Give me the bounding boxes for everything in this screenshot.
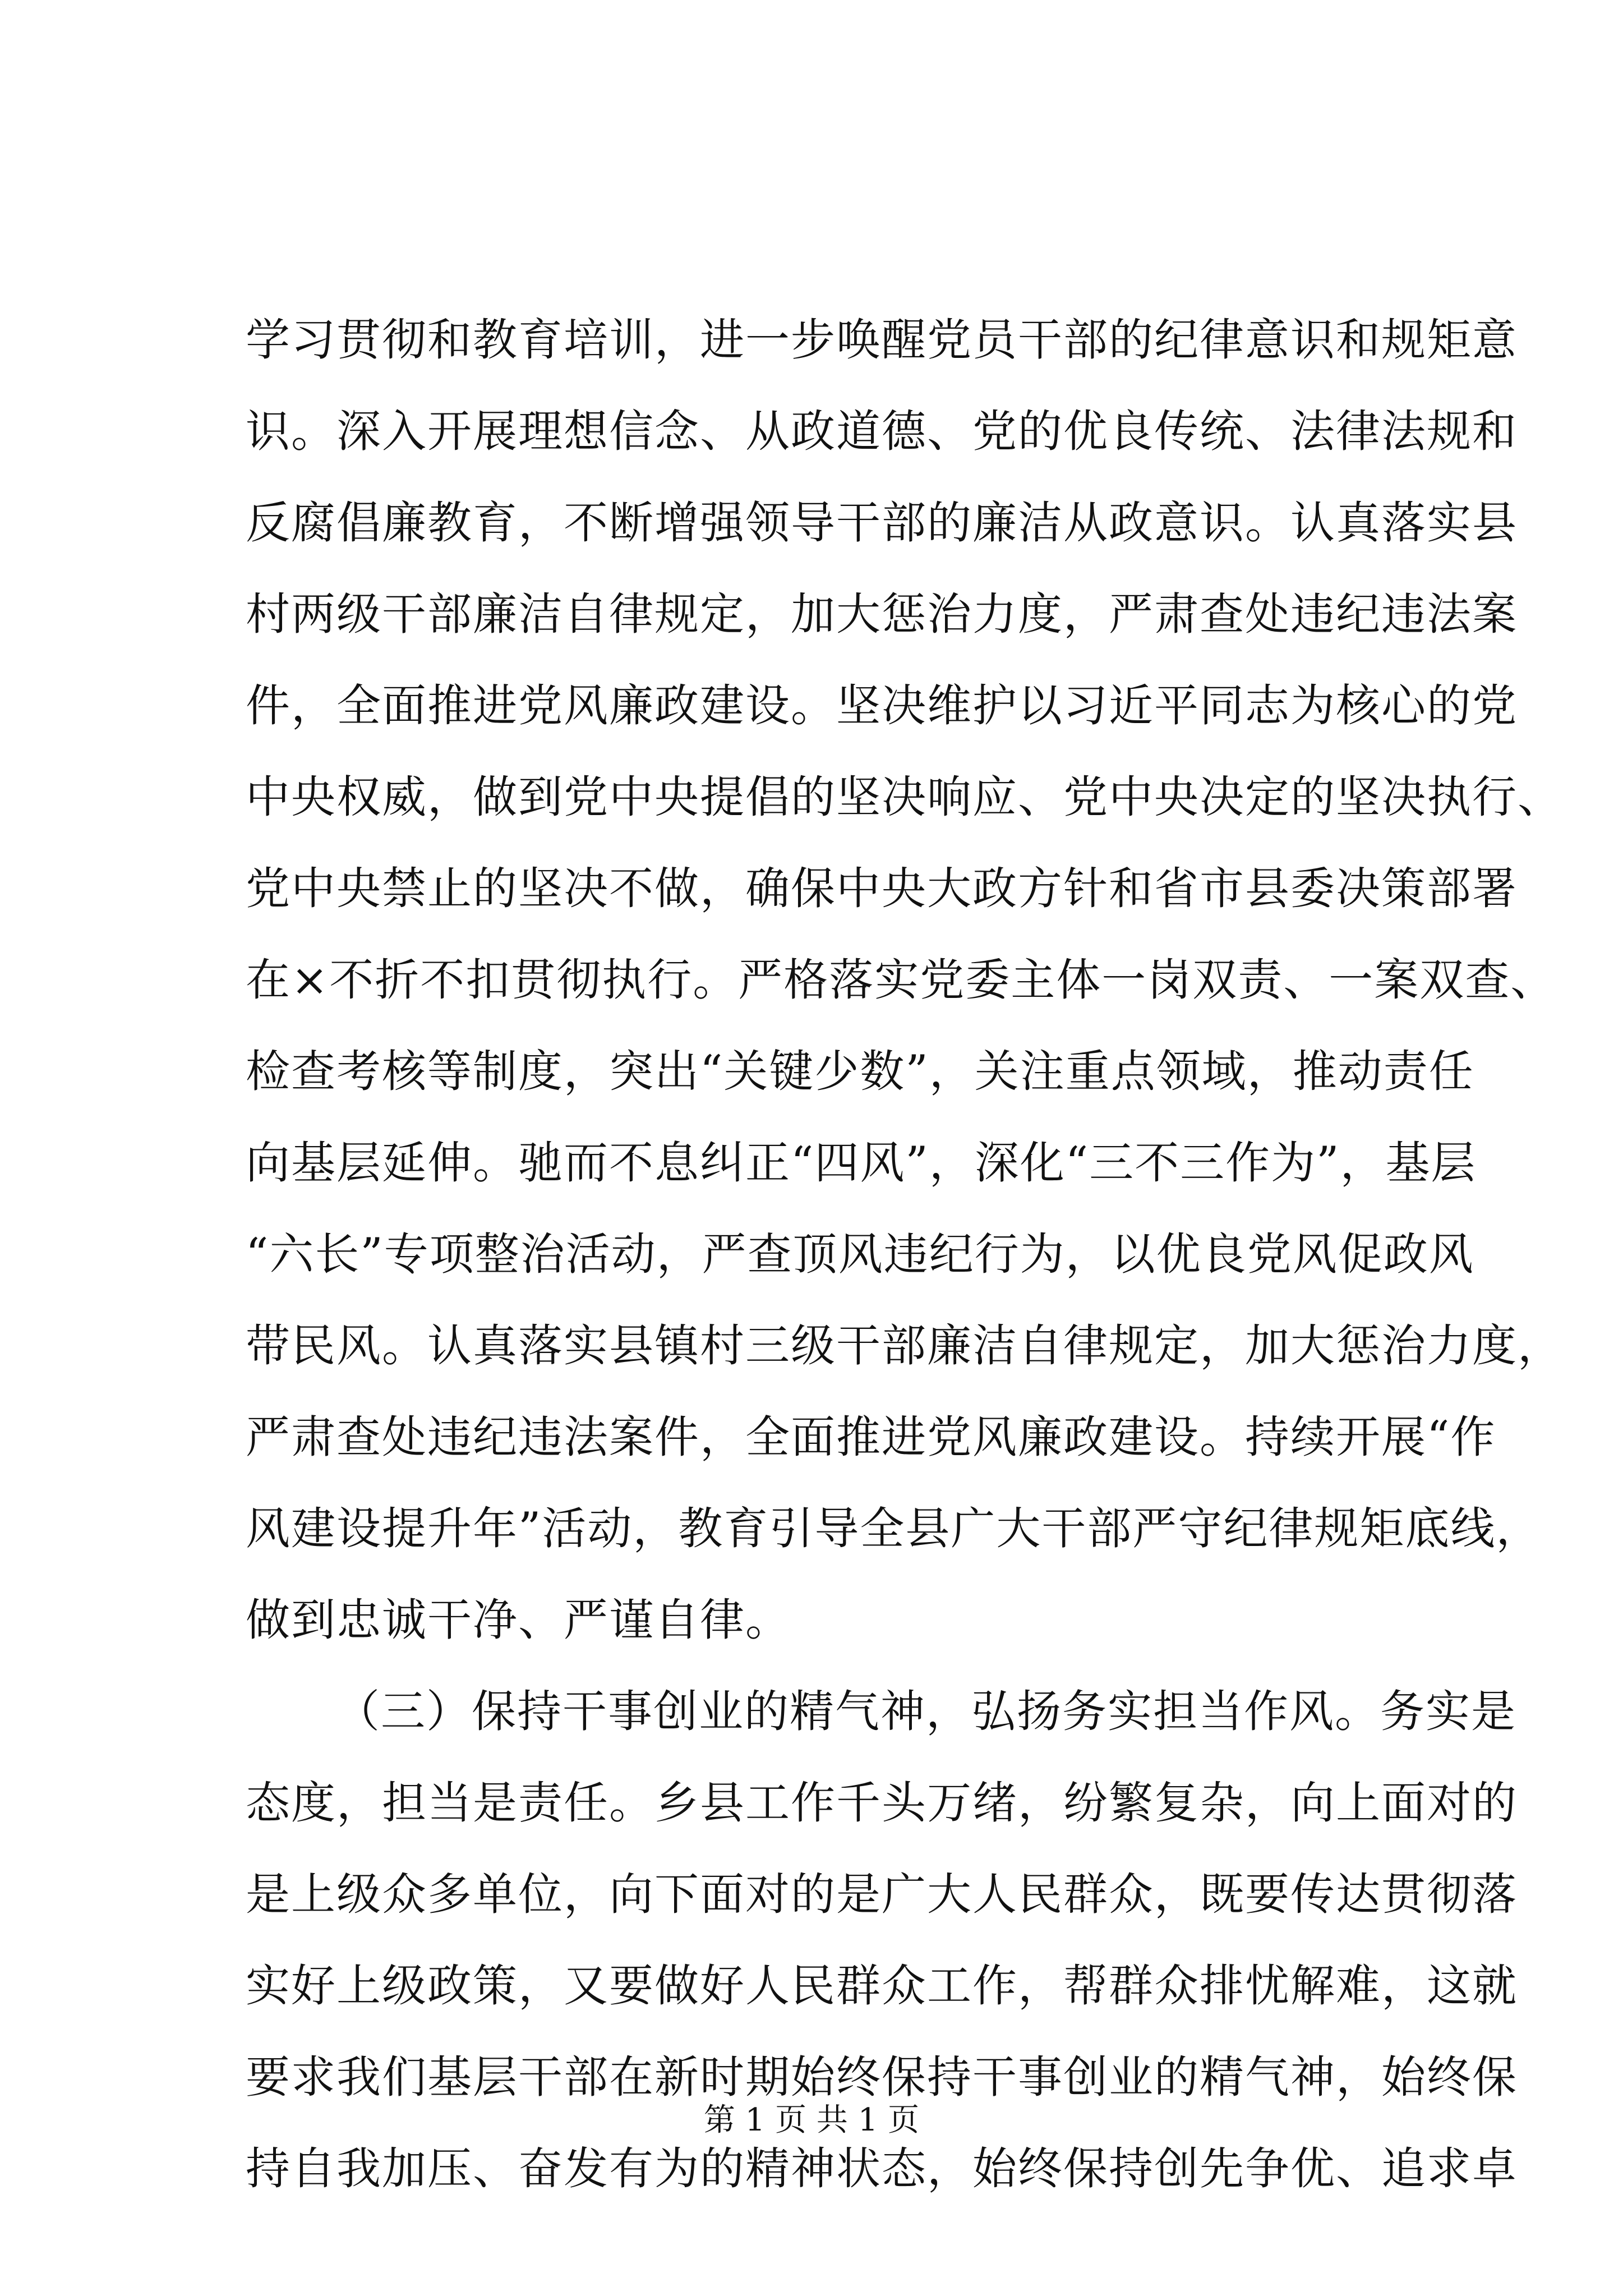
page-footer: 第 1 页 共 1 页	[703, 2102, 920, 2138]
text-line: 要求我们基层干部在新时期始终保持干事创业的精气神，始终保	[246, 2051, 1518, 2103]
text-line: 村两级干部廉洁自律规定，加大惩治力度，严肃查处违纪违法案	[246, 588, 1518, 640]
document-body	[246, 295, 1563, 2215]
text-line: “六长”专项整治活动，严查顶风违纪行为，以优良党风促政风	[246, 1228, 1474, 1280]
text-line: 在×不折不扣贯彻执行。严格落实党委主体一岗双责、一案双查、	[246, 954, 1556, 1006]
text-line: 带民风。认真落实县镇村三级干部廉洁自律规定，加大惩治力度，	[246, 1320, 1563, 1372]
section-heading-line: （三）保持干事创业的精气神，弘扬务实担当作风。务实是	[335, 1686, 1516, 1737]
text-line: 严肃查处违纪违法案件，全面推进党风廉政建设。持续开展“作	[246, 1411, 1496, 1463]
text-line: 反腐倡廉教育，不断增强领导干部的廉洁从政意识。认真落实县	[246, 497, 1518, 549]
text-line: 风建设提升年”活动，教育引导全县广大干部严守纪律规矩底线，	[246, 1503, 1542, 1554]
text-line: 检查考核等制度，突出“关键少数”，关注重点领域，推动责任	[246, 1046, 1474, 1097]
text-line: 态度，担当是责任。乡县工作千头万绪，纷繁复杂，向上面对的	[246, 1777, 1518, 1829]
text-line: 实好上级政策，又要做好人民群众工作，帮群众排忧解难，这就	[246, 1960, 1518, 2012]
text-line: 持自我加压、奋发有为的精神状态，始终保持创先争优、追求卓	[246, 2143, 1518, 2194]
text-line: 是上级众多单位，向下面对的是广大人民群众，既要传达贯彻落	[246, 1869, 1518, 1920]
text-line: 向基层延伸。驰而不息纠正“四风”，深化“三不三作为”，基层	[246, 1137, 1477, 1189]
text-line: 中央权威，做到党中央提倡的坚决响应、党中央决定的坚决执行、	[246, 771, 1563, 823]
text-line: 做到忠诚干净、严谨自律。	[246, 1594, 791, 1646]
text-line: 识。深入开展理想信念、从政道德、党的优良传统、法律法规和	[246, 406, 1518, 457]
text-line: 党中央禁止的坚决不做，确保中央大政方针和省市县委决策部署	[246, 863, 1518, 914]
text-line: 件，全面推进党风廉政建设。坚决维护以习近平同志为核心的党	[246, 680, 1518, 731]
text-line: 学习贯彻和教育培训，进一步唤醒党员干部的纪律意识和规矩意	[246, 314, 1518, 366]
